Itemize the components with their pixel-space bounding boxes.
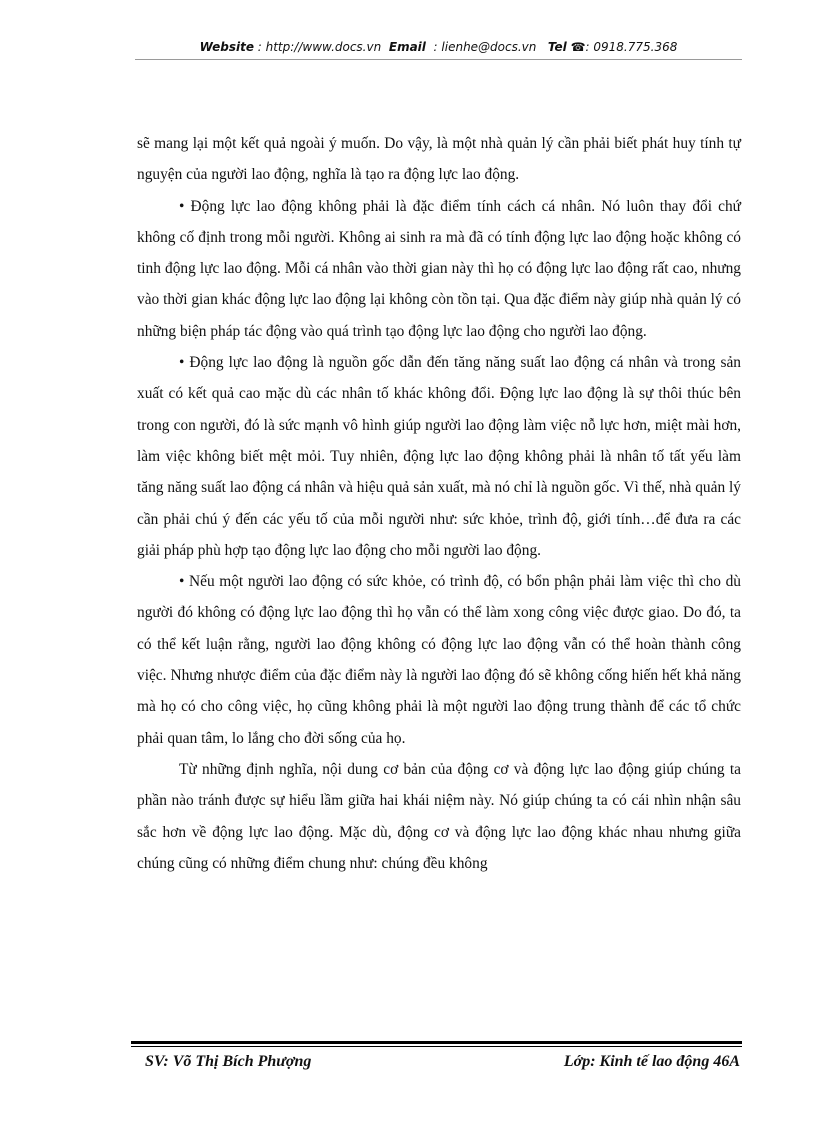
website-label: Website <box>199 40 254 54</box>
email-value[interactable]: lienhe@docs.vn <box>441 40 537 54</box>
footer-divider-thick <box>131 1041 742 1044</box>
tel-value: 0918.775.368 <box>593 40 678 54</box>
paragraph-2: • Động lực lao động không phải là đặc điểm tính cách cá nhân. Nó luôn thay đổi chứ không cố định trong mỗi người. Không ai sinh ra mà đã có tính động lực lao động hoặc không có tinh động lực lao động. Mỗi cá nhân vào thời gian này thì họ có động lực lao động rất cao, nhưng vào thời gian khác động lực lao động lại không còn tồn tại. Qua đặc điểm này giúp nhà quản lý có những biện pháp tác động vào quá trình tạo động lực lao động cho người lao động. <box>137 197 741 340</box>
website-value[interactable]: http://www.docs.vn <box>265 40 382 54</box>
phone-icon: ☎ <box>570 40 586 54</box>
page-footer <box>145 1050 740 1074</box>
footer-student: SV: Võ Thị Bích Phượng <box>145 1053 312 1070</box>
paragraph-1: sẽ mang lại một kết quả ngoài ý muốn. Do vậy, là một nhà quản lý cần phải biết phát huy tính tự nguyện của người lao động, nghĩa là tạo ra động lực lao động. <box>137 135 741 184</box>
tel-label: Tel <box>547 40 567 54</box>
email-label: Email <box>388 40 426 54</box>
page-header: Website : http://www.docs.vn Email : lienhe@docs.vn Tel ☎: 0918.775.368 <box>199 40 678 54</box>
page-body <box>137 128 741 879</box>
paragraph-3: • Động lực lao động là nguồn gốc dẫn đến tăng năng suất lao động cá nhân và trong sản xuất có kết quả cao mặc dù các nhân tố khác không đổi. Động lực lao động là sự thôi thúc bên trong con người, đó là sức mạnh vô hình giúp người lao động làm việc nỗ lực hơn, miệt mài hơn, làm việc không biết mệt mỏi. Tuy nhiên, động lực lao động không phải là nhân tố tất yếu làm tăng năng suất lao động cá nhân và hiệu quả sản xuất, mà nó chỉ là nguồn gốc. Vì thế, nhà quản lý cần phải chú ý đến các yếu tố của mỗi người như: sức khỏe, trình độ, giới tính…để đưa ra các giải pháp phù hợp tạo động lực lao động cho mỗi người lao động. <box>137 354 741 559</box>
footer-divider-thin <box>131 1046 742 1047</box>
footer-class: Lớp: Kinh tế lao động 46A <box>563 1053 740 1070</box>
header-divider <box>135 59 742 60</box>
paragraph-5: Từ những định nghĩa, nội dung cơ bản của động cơ và động lực lao động giúp chúng ta phần nào tránh được sự hiểu lầm giữa hai khái niệm này. Nó giúp chúng ta có cái nhìn nhận sâu sắc hơn về động lực lao động. Mặc dù, động cơ và động lực lao động khác nhau nhưng giữa chúng cũng có những điểm chung như: chúng đều không <box>137 760 741 872</box>
paragraph-4: • Nếu một người lao động có sức khỏe, có trình độ, có bổn phận phải làm việc thì cho dù người đó không có động lực lao động thì họ vẫn có thể làm xong công việc được giao. Do đó, ta có thể kết luận rằng, người lao động không có động lực lao động vẫn có thể hoàn thành công việc. Nhưng nhược điểm của đặc điểm này là người lao động đó sẽ không cống hiến hết khả năng mà họ có cho công việc, họ cũng không phải là một người lao động trung thành để các tổ chức phải quan tâm, lo lắng cho đời sống của họ. <box>137 573 741 747</box>
